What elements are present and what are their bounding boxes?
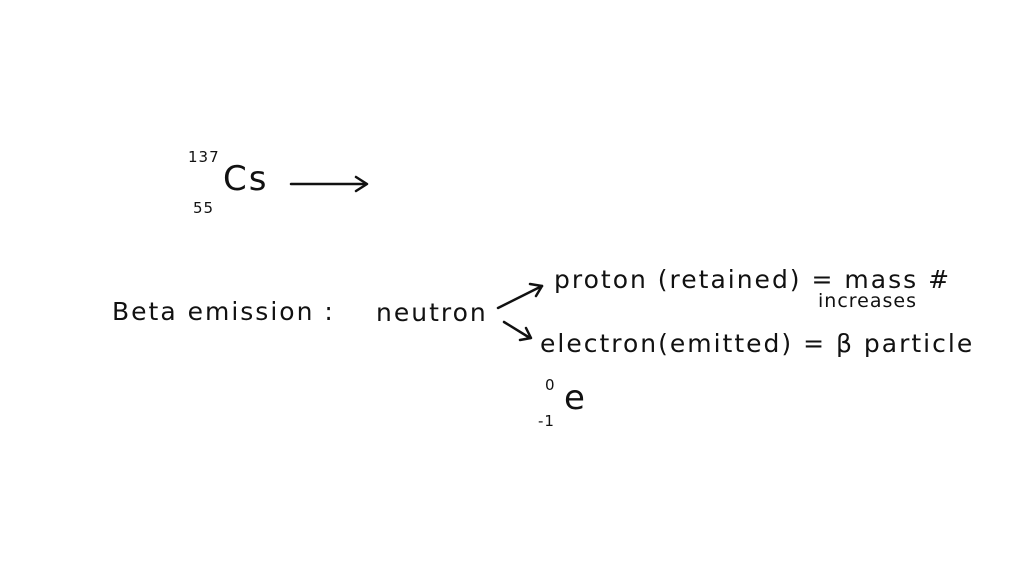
increases-label: increases — [818, 290, 917, 312]
cs-symbol: Cs — [223, 159, 269, 199]
cs-mass-number: 137 — [188, 148, 220, 166]
cs-atomic-number: 55 — [193, 199, 215, 217]
neutron-label: neutron — [376, 298, 488, 327]
upper-branch-arrow-icon — [494, 280, 550, 314]
electron-mass-number: 0 — [545, 376, 556, 394]
electron-line: electron(emitted) = β particle — [540, 329, 975, 358]
reaction-arrow-icon — [288, 174, 372, 194]
beta-emission-label: Beta emission : — [112, 297, 335, 326]
proton-line: proton (retained) = mass # — [554, 265, 952, 294]
lower-branch-arrow-icon — [500, 318, 540, 346]
electron-symbol: e — [564, 378, 587, 418]
electron-charge: -1 — [538, 412, 555, 430]
